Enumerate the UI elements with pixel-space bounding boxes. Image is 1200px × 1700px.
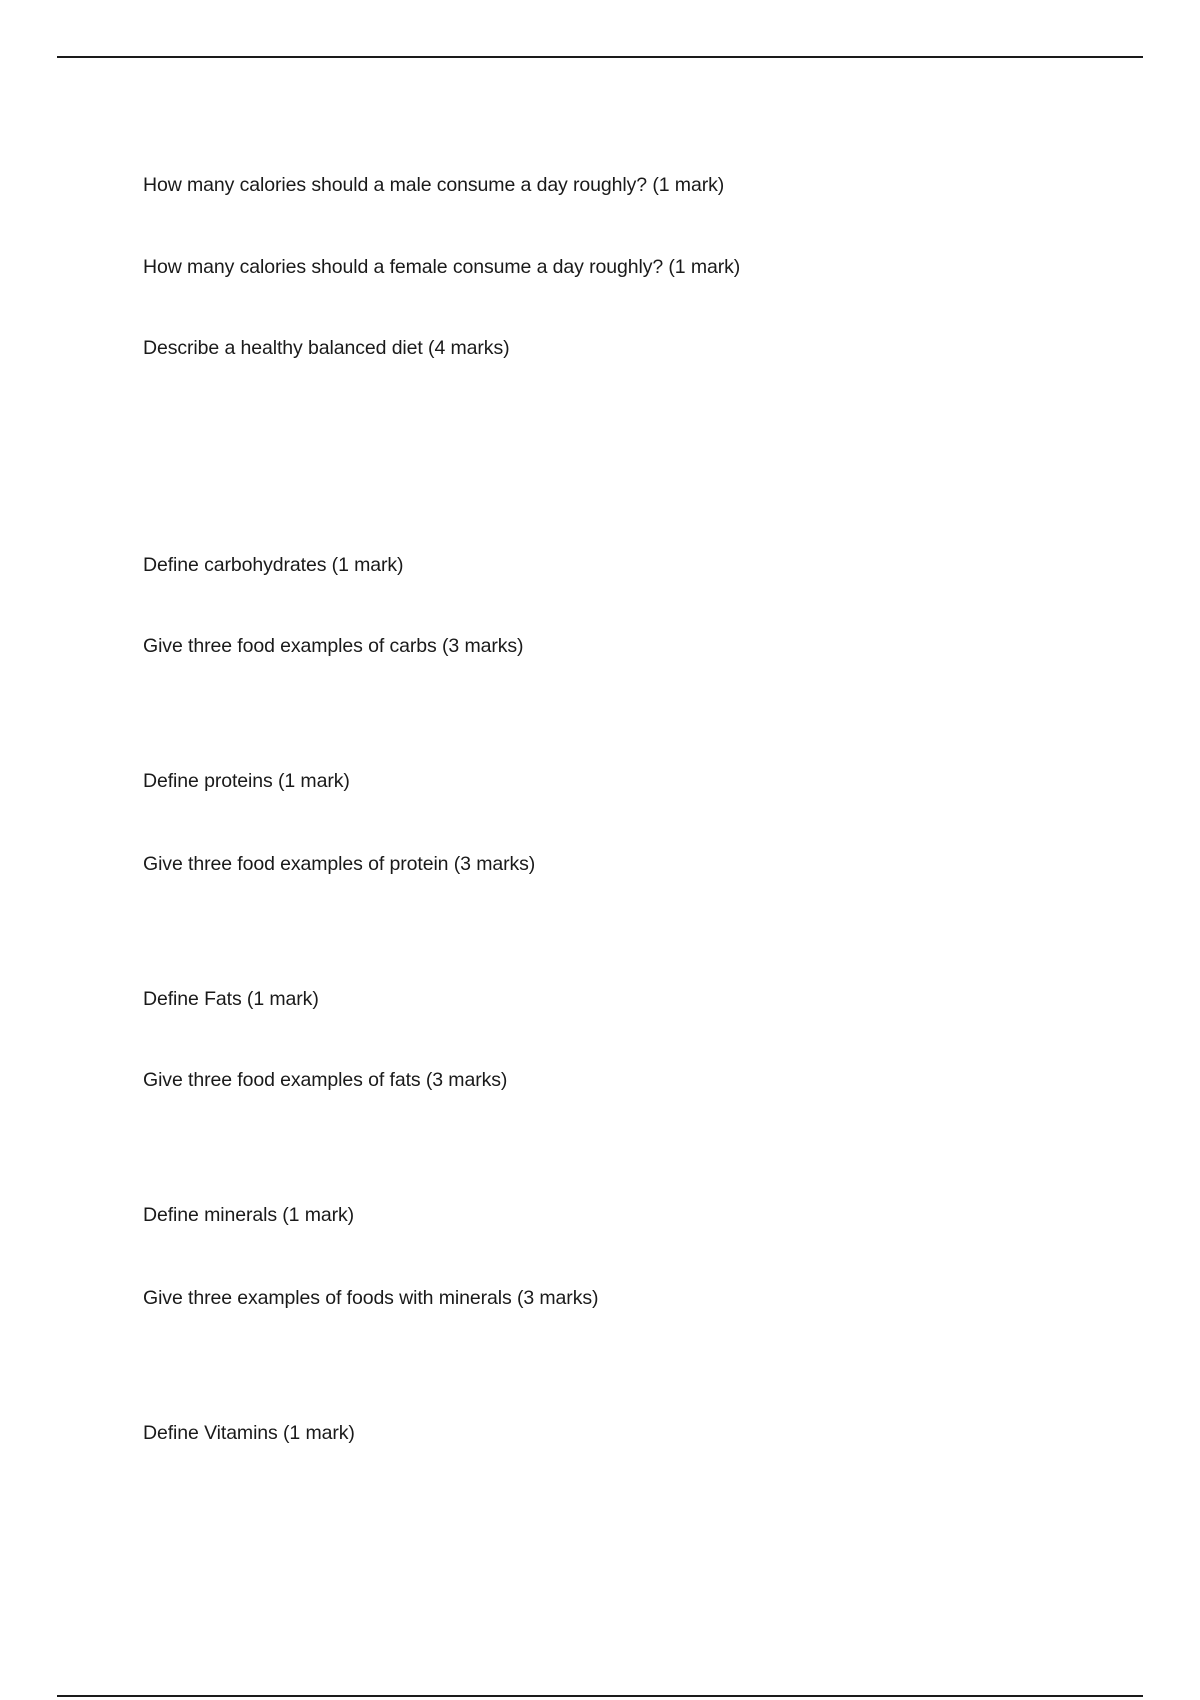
question-define-carbohydrates: Define carbohydrates (1 mark) — [143, 554, 404, 576]
question-fats-examples: Give three food examples of fats (3 marks) — [143, 1069, 508, 1091]
question-male-calories: How many calories should a male consume a day roughly? (1 mark) — [143, 174, 725, 196]
footer-rule — [57, 1695, 1143, 1697]
question-define-proteins: Define proteins (1 mark) — [143, 770, 350, 792]
question-female-calories: How many calories should a female consume a day roughly? (1 mark) — [143, 256, 741, 278]
header-rule — [57, 56, 1143, 58]
question-minerals-examples: Give three examples of foods with minerals (3 marks) — [143, 1287, 599, 1309]
question-protein-examples: Give three food examples of protein (3 marks) — [143, 853, 536, 875]
question-define-vitamins: Define Vitamins (1 mark) — [143, 1422, 355, 1444]
question-carbs-examples: Give three food examples of carbs (3 marks) — [143, 635, 524, 657]
question-balanced-diet: Describe a healthy balanced diet (4 marks) — [143, 337, 510, 359]
question-define-fats: Define Fats (1 mark) — [143, 988, 319, 1010]
question-define-minerals: Define minerals (1 mark) — [143, 1204, 355, 1226]
